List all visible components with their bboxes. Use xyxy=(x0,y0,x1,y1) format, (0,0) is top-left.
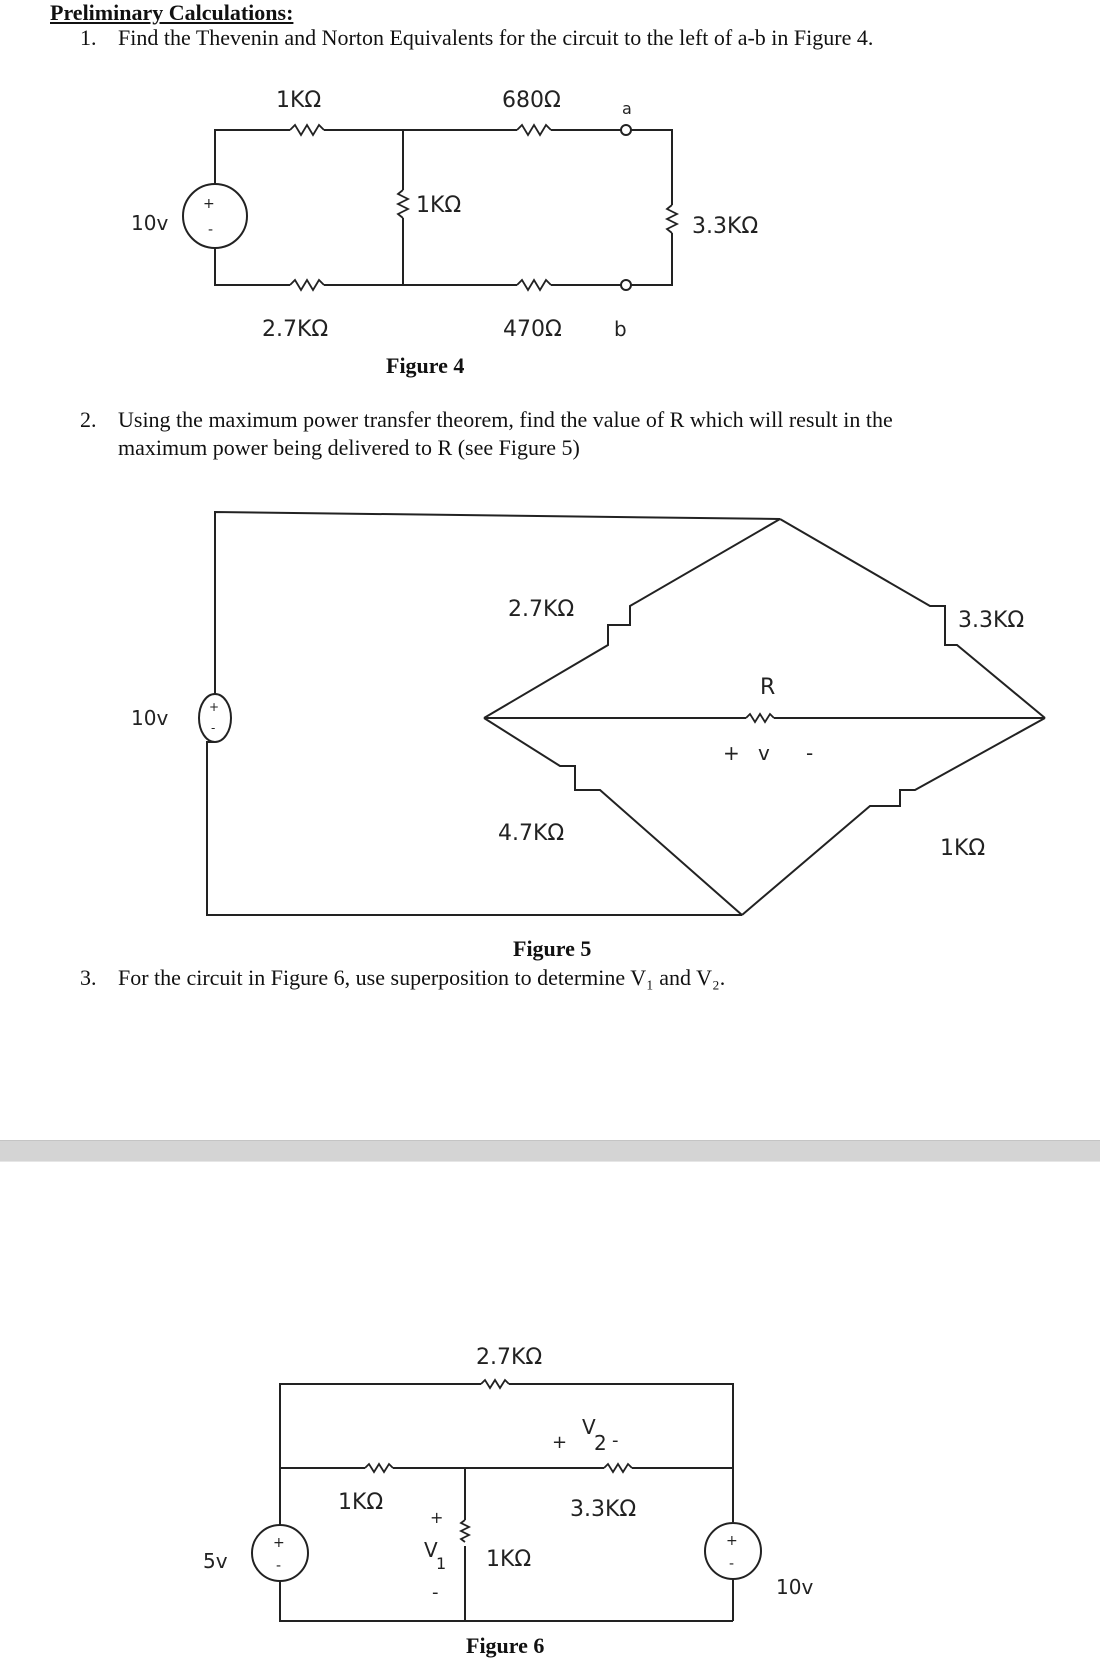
wire xyxy=(509,1384,733,1468)
label-v2-subscript: 2 xyxy=(594,1431,607,1455)
resistor-symbol xyxy=(365,1464,393,1472)
question-text-line-1: Using the maximum power transfer theorem, find the value of R which will result in the xyxy=(118,407,893,432)
label-terminal-a: a xyxy=(622,99,632,118)
page-heading: Preliminary Calculations: xyxy=(50,0,294,25)
label-source: 10v xyxy=(131,706,169,730)
label-v1-plus: + xyxy=(430,1508,444,1527)
source-plus-sign: + xyxy=(726,1533,738,1549)
figure-6-caption: Figure 6 xyxy=(466,1633,545,1658)
resistor-symbol xyxy=(481,1380,509,1388)
label-r-bot-left: 2.7KΩ xyxy=(262,317,329,342)
label-v-minus: - xyxy=(806,741,814,765)
label-v-plus: + xyxy=(723,741,740,765)
question-number: 1. xyxy=(80,25,97,50)
label-r-upper-left: 2.7KΩ xyxy=(508,597,575,622)
source-plus-sign: + xyxy=(203,196,215,212)
label-v2: V xyxy=(582,1415,596,1439)
label-source-right: 10v xyxy=(776,1575,814,1599)
label-source-left: 5v xyxy=(203,1549,228,1573)
label-v1-minus: - xyxy=(432,1582,439,1603)
label-r-load: R xyxy=(760,675,776,700)
label-r-upper-right: 3.3KΩ xyxy=(958,608,1025,633)
label-r-mid: 1KΩ xyxy=(416,193,462,218)
label-r-mid: 1KΩ xyxy=(486,1547,532,1572)
question-text: Find the Thevenin and Norton Equivalents for the circuit to the left of a-b in Figure 4. xyxy=(118,25,874,50)
label-r-right: 3.3KΩ xyxy=(570,1497,637,1522)
source-plus-sign: + xyxy=(273,1535,285,1551)
label-r-load: 3.3KΩ xyxy=(692,214,759,239)
label-r-lower-right: 1KΩ xyxy=(940,836,986,861)
label-v1-subscript: 1 xyxy=(436,1554,447,1573)
source-minus-sign: - xyxy=(276,1558,282,1574)
label-r-left: 1KΩ xyxy=(338,1490,384,1515)
question-number: 2. xyxy=(80,407,97,432)
label-r-top-left: 1KΩ xyxy=(276,88,322,113)
label-r-bot-right: 470Ω xyxy=(503,317,562,342)
question-text: For the circuit in Figure 6, use superposition to determine V₁ and V₂. xyxy=(118,965,726,990)
question-text-line-2: maximum power being delivered to R (see Figure 5) xyxy=(118,435,580,460)
label-source: 10v xyxy=(131,211,169,235)
label-v1: V xyxy=(424,1538,438,1562)
wire xyxy=(280,1581,733,1621)
label-r-top: 2.7KΩ xyxy=(476,1345,543,1370)
label-r-top-right: 680Ω xyxy=(502,88,561,113)
question-number: 3. xyxy=(80,965,97,990)
resistor-symbol xyxy=(461,1520,469,1542)
wire xyxy=(280,1384,481,1468)
source-minus-sign: - xyxy=(211,721,216,735)
resistor-symbol xyxy=(604,1464,632,1472)
label-terminal-b: b xyxy=(614,317,627,341)
label-v2-minus: - xyxy=(612,1430,619,1451)
label-v: v xyxy=(758,741,770,765)
figure-4-caption: Figure 4 xyxy=(386,353,465,378)
label-v2-plus: + xyxy=(552,1432,568,1453)
label-r-lower-left: 4.7KΩ xyxy=(498,821,565,846)
source-minus-sign: - xyxy=(208,222,214,238)
figure-5-caption: Figure 5 xyxy=(513,936,592,961)
source-plus-sign: + xyxy=(209,700,220,714)
source-minus-sign: - xyxy=(729,1556,735,1572)
